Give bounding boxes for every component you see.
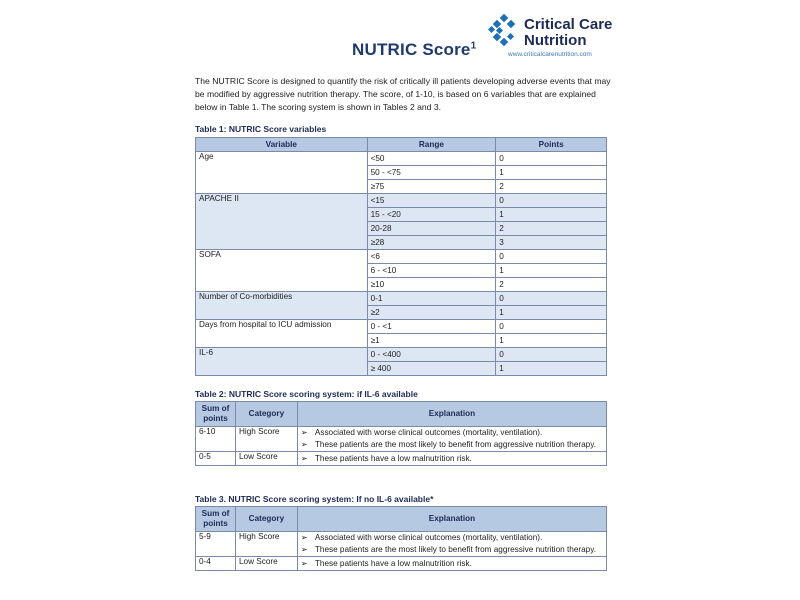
points-cell: 2	[496, 278, 607, 292]
explanation-item	[301, 544, 603, 556]
explanation-text: These patients have a low malnutrition risk.	[314, 453, 472, 463]
explanation-item	[301, 427, 603, 439]
column-header: Points	[496, 138, 607, 152]
scoring-table-il6-body	[196, 427, 607, 466]
points-cell: 2	[496, 180, 607, 194]
table-row	[196, 250, 607, 264]
diamond-cluster-logo-icon	[488, 14, 518, 46]
range-cell: 0 - <400	[367, 348, 496, 362]
explanation-text: Associated with worse clinical outcomes (mortality, ventilation).	[314, 533, 543, 542]
column-header: Explanation	[297, 507, 606, 532]
table-row	[196, 452, 607, 466]
table-header-row	[196, 402, 607, 427]
table-row	[196, 292, 607, 306]
nutric-variables-body	[196, 152, 607, 376]
category-cell: High Score	[235, 427, 297, 452]
category-cell: High Score	[235, 532, 297, 557]
category-cell: Low Score	[235, 557, 297, 571]
range-cell: 50 - <75	[367, 166, 496, 180]
column-header: Range	[367, 138, 496, 152]
table-header-row	[196, 507, 607, 532]
arrow-bullet-icon: ➢	[300, 428, 308, 437]
explanation-list	[301, 453, 603, 465]
sum-points-cell: 0-4	[196, 557, 236, 571]
explanation-item	[301, 453, 603, 465]
range-cell: 20-28	[367, 222, 496, 236]
range-cell: 15 - <20	[367, 208, 496, 222]
table-row	[196, 532, 607, 557]
column-header: Category	[235, 402, 297, 427]
variable-cell: Age	[196, 152, 368, 194]
arrow-bullet-icon: ➢	[300, 453, 308, 463]
sum-points-cell: 5-9	[196, 532, 236, 557]
explanation-list	[301, 427, 603, 451]
column-header: Explanation	[297, 402, 606, 427]
explanation-text: These patients are the most likely to benefit from aggressive nutrition therapy.	[314, 545, 596, 554]
range-cell: ≥28	[367, 236, 496, 250]
arrow-bullet-icon: ➢	[300, 440, 308, 449]
range-cell: ≥1	[367, 334, 496, 348]
range-cell: ≥ 400	[367, 362, 496, 376]
range-cell: <6	[367, 250, 496, 264]
scoring-table-no-il6	[195, 506, 607, 571]
page-title-text: NUTRIC Score	[352, 40, 471, 59]
points-cell: 0	[496, 152, 607, 166]
title-footnote-ref[interactable]: 1	[470, 40, 477, 52]
points-cell: 3	[496, 236, 607, 250]
arrow-bullet-icon: ➢	[300, 533, 308, 542]
points-cell: 1	[496, 166, 607, 180]
points-cell: 2	[496, 222, 607, 236]
variable-cell: Number of Co-morbidities	[196, 292, 368, 320]
range-cell: ≥10	[367, 278, 496, 292]
range-cell: 0 - <1	[367, 320, 496, 334]
range-cell: <50	[367, 152, 496, 166]
points-cell: 0	[496, 348, 607, 362]
sum-points-cell: 6-10	[196, 427, 236, 452]
variable-cell: APACHE II	[196, 194, 368, 250]
variable-cell: SOFA	[196, 250, 368, 292]
range-cell: 6 - <10	[367, 264, 496, 278]
table-row	[196, 152, 607, 166]
column-header: Variable	[196, 138, 368, 152]
logo-text-line1: Critical Care	[524, 16, 613, 33]
explanation-cell	[297, 427, 606, 452]
points-cell: 1	[496, 264, 607, 278]
points-cell: 1	[496, 334, 607, 348]
table-header-row	[196, 138, 607, 152]
table-row	[196, 320, 607, 334]
explanation-cell	[297, 452, 606, 466]
logo-text-line2: Nutrition	[524, 32, 587, 49]
table2-caption: Table 2: NUTRIC Score scoring system: if IL-6 available	[195, 389, 418, 399]
scoring-table-no-il6-body	[196, 532, 607, 571]
critical-care-nutrition-logo	[488, 10, 628, 60]
points-cell: 1	[496, 208, 607, 222]
page-title	[352, 40, 476, 60]
explanation-item	[301, 439, 603, 451]
column-header: Sum of points	[196, 402, 236, 427]
intro-paragraph: The NUTRIC Score is designed to quantify the risk of critically ill patients developing adverse events that may be modified by aggressive nutrition therapy. The score, of 1-10, is based on 6 variables that are explained below in Table 1. The scoring system is shown in Tables 2 and 3.	[195, 76, 611, 112]
variable-cell: Days from hospital to ICU admission	[196, 320, 368, 348]
explanation-list	[301, 558, 603, 570]
explanation-text: These patients have a low malnutrition risk.	[314, 558, 472, 568]
logo-url[interactable]: www.criticalcarenutrition.com	[508, 51, 592, 58]
arrow-bullet-icon: ➢	[300, 545, 308, 554]
column-header: Category	[235, 507, 297, 532]
explanation-cell	[297, 557, 606, 571]
range-cell: ≥75	[367, 180, 496, 194]
explanation-item	[301, 532, 603, 544]
explanation-list	[301, 532, 603, 556]
table-row	[196, 194, 607, 208]
range-cell: ≥2	[367, 306, 496, 320]
table-row	[196, 557, 607, 571]
points-cell: 0	[496, 250, 607, 264]
points-cell: 0	[496, 194, 607, 208]
range-cell: 0-1	[367, 292, 496, 306]
explanation-text: These patients are the most likely to benefit from aggressive nutrition therapy.	[314, 440, 596, 449]
points-cell: 1	[496, 362, 607, 376]
table-row	[196, 348, 607, 362]
explanation-cell	[297, 532, 606, 557]
explanation-text: Associated with worse clinical outcomes (mortality, ventilation).	[314, 428, 543, 437]
explanation-item	[301, 558, 603, 570]
table1-caption: Table 1: NUTRIC Score variables	[195, 124, 327, 134]
variable-cell: IL-6	[196, 348, 368, 376]
table3-caption: Table 3. NUTRIC Score scoring system: If no IL-6 available*	[195, 494, 434, 504]
nutric-variables-table	[195, 137, 607, 376]
range-cell: <15	[367, 194, 496, 208]
sum-points-cell: 0-5	[196, 452, 236, 466]
table-row	[196, 427, 607, 452]
points-cell: 0	[496, 292, 607, 306]
points-cell: 1	[496, 306, 607, 320]
category-cell: Low Score	[235, 452, 297, 466]
scoring-table-il6	[195, 401, 607, 466]
arrow-bullet-icon: ➢	[300, 558, 308, 568]
points-cell: 0	[496, 320, 607, 334]
column-header: Sum of points	[196, 507, 236, 532]
